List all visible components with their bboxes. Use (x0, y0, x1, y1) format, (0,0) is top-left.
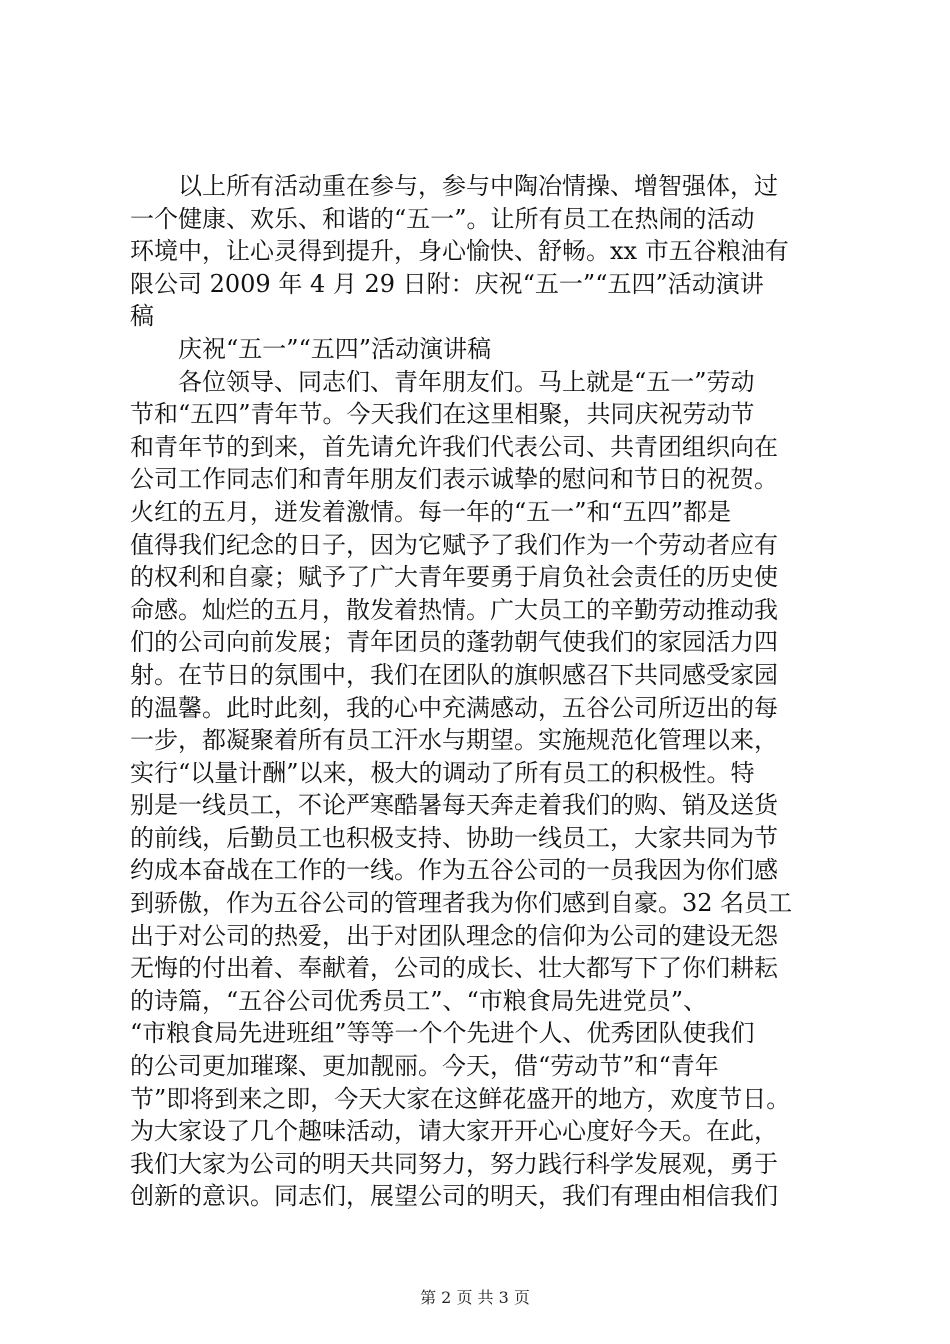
text-line: 的前线，后勤员工也积极支持、协助一线员工，大家共同为节 (130, 823, 778, 852)
text-line: 各位领导、同志们、青年朋友们。马上就是“五一”劳动 (130, 367, 755, 396)
text-line: “市粮食局先进班组”等等一个个先进个人、优秀团队使我们 (130, 1019, 755, 1048)
text-line: 我们大家为公司的明天共同努力，努力践行科学发展观，勇于 (130, 1149, 778, 1178)
text-line: 射。在节日的氛围中，我们在团队的旗帜感召下共同感受家园 (130, 660, 778, 689)
text-line: 到骄傲，作为五谷公司的管理者我为你们感到自豪。32 名员工 (130, 889, 793, 918)
text-line: 节”即将到来之即，今天大家在这鲜花盛开的地方，欢度节日。 (130, 1084, 791, 1113)
text-line: 一个健康、欢乐、和谐的“五一”。让所有员工在热闹的活动 (130, 204, 755, 233)
text-line: 命感。灿烂的五月，散发着热情。广大员工的辛勤劳动推动我 (130, 595, 778, 624)
text-line: 庆祝“五一”“五四”活动演讲稿 (130, 334, 492, 363)
text-line: 的诗篇，“五谷公司优秀员工”、“市粮食局先进党员”、 (130, 986, 708, 1015)
text-line: 约成本奋战在工作的一线。作为五谷公司的一员我因为你们感 (130, 856, 778, 885)
text-line: 稿 (130, 302, 154, 331)
text-line: 们的公司向前发展；青年团员的蓬勃朝气使我们的家园活力四 (130, 628, 778, 657)
text-line: 以上所有活动重在参与，参与中陶冶情操、增智强体，过 (130, 172, 778, 200)
text-line: 节和“五四”青年节。今天我们在这里相聚，共同庆祝劳动节 (130, 400, 755, 429)
text-line: 的公司更加璀璨、更加靓丽。今天，借“劳动节”和“青年 (130, 1052, 719, 1081)
page-footer: 第 2 页 共 3 页 (420, 1288, 530, 1307)
body-text (130, 170, 830, 1213)
text-line: 创新的意识。同志们，展望公司的明天，我们有理由相信我们 (130, 1182, 778, 1211)
text-line: 限公司 2009 年 4 月 29 日附：庆祝“五一”“五四”活动演讲 (130, 269, 764, 298)
text-line: 火红的五月，迸发着激情。每一年的“五一”和“五四”都是 (130, 497, 732, 526)
text-line: 的温馨。此时此刻，我的心中充满感动，五谷公司所迈出的每 (130, 693, 778, 722)
text-line: 环境中，让心灵得到提升，身心愉快、舒畅。xx 市五谷粮油有 (130, 237, 789, 266)
text-line: 实行“以量计酬”以来，极大的调动了所有员工的积极性。特 (130, 758, 755, 787)
text-line: 别是一线员工，不论严寒酷暑每天奔走着我们的购、销及送货 (130, 791, 778, 820)
text-line: 为大家设了几个趣味活动，请大家开开心心度好今天。在此， (130, 1117, 778, 1146)
text-line: 出于对公司的热爱，出于对团队理念的信仰为公司的建设无怨 (130, 921, 778, 950)
text-line: 无悔的付出着、奉献着，公司的成长、壮大都写下了你们耕耘 (130, 954, 778, 983)
text-line: 公司工作同志们和青年朋友们表示诚挚的慰问和节日的祝贺。 (130, 465, 778, 494)
text-line: 和青年节的到来，首先请允许我们代表公司、共青团组织向在 (130, 432, 778, 461)
text-line: 的权利和自豪；赋予了广大青年要勇于肩负社会责任的历史使 (130, 563, 778, 592)
text-line: 一步，都凝聚着所有员工汗水与期望。实施规范化管理以来， (130, 726, 778, 755)
text-line: 值得我们纪念的日子，因为它赋予了我们作为一个劳动者应有 (130, 530, 778, 559)
